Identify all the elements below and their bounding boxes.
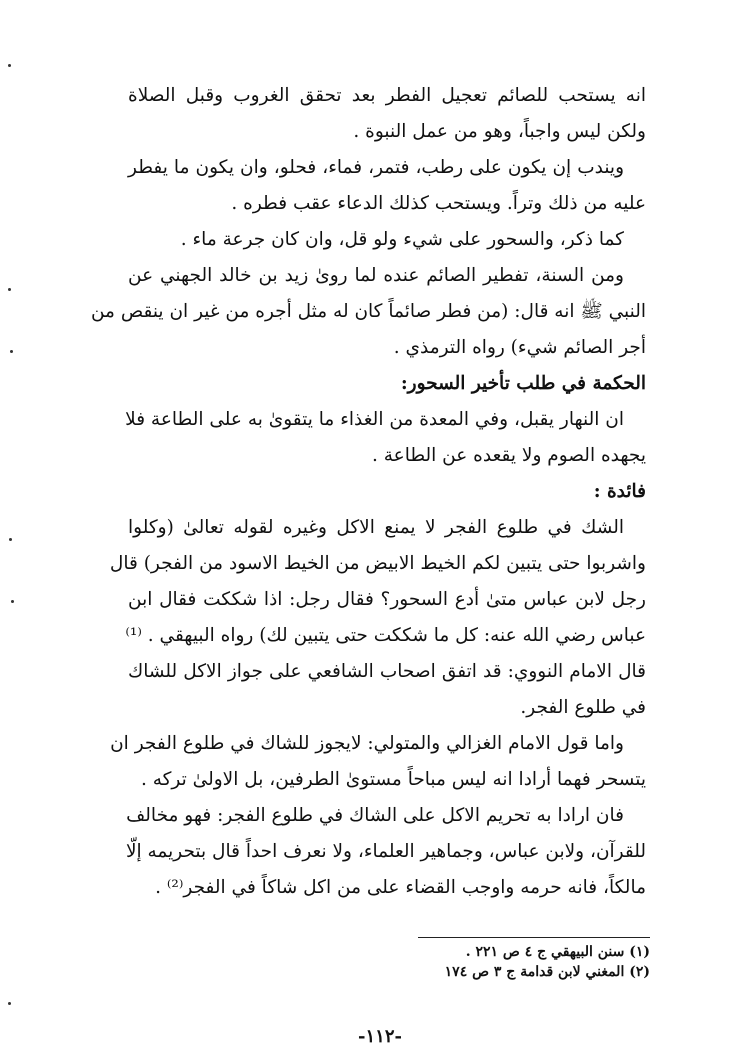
section-heading: فائدة : bbox=[593, 481, 646, 502]
page-number: -١١٢- bbox=[358, 1026, 402, 1047]
text-line: أجر الصائم شيء) رواه الترمذي . bbox=[393, 337, 646, 358]
text-line: في طلوع الفجر. bbox=[520, 697, 646, 718]
text-line: عباس رضي الله عنه: كل ما شككت حتى يتبين لك) رواه البيهقي . ⁽¹⁾ bbox=[125, 625, 646, 646]
footnotes bbox=[300, 942, 650, 982]
text-line: يتسحر فهما أرادا انه ليس مباحاً مستوىٰ الطرفين، بل الاولىٰ تركه . bbox=[140, 769, 646, 790]
scan-speck bbox=[11, 600, 14, 603]
text-line: واشربوا حتى يتبين لكم الخيط الابيض من الخيط الاسود من الفجر) قال bbox=[109, 553, 646, 574]
text-line: فان ارادا به تحريم الاكل على الشاك في طلوع الفجر: فهو مخالف bbox=[126, 805, 624, 826]
text-line: مالكاً، فانه حرمه واوجب القضاء على من اكل شاكاً في الفجر⁽²⁾ . bbox=[155, 877, 646, 898]
text-line: رجل لابن عباس متىٰ أدع السحور؟ فقال رجل: اذا شككت فقال ابن bbox=[128, 589, 646, 610]
text-line: قال الامام النووي: قد اتفق اصحاب الشافعي على جواز الاكل للشاك bbox=[128, 661, 646, 682]
text-line: ويندب إن يكون على رطب، فتمر، فماء، فحلو، وان يكون ما يفطر bbox=[128, 157, 624, 178]
footnote: (١) سنن البيهقي ج ٤ ص ٢٢١ . bbox=[465, 944, 650, 960]
scan-speck bbox=[8, 1002, 11, 1005]
text-line: عليه من ذلك وتراً. ويستحب كذلك الدعاء عقب فطره . bbox=[231, 193, 646, 214]
footnote: (٢) المغني لابن قدامة ج ٣ ص ١٧٤ bbox=[444, 964, 650, 980]
text-line: انه يستحب للصائم تعجيل الفطر بعد تحقق الغروب وقبل الصلاة bbox=[128, 85, 646, 106]
section-heading: الحكمة في طلب تأخير السحور: bbox=[400, 373, 646, 394]
text-line: كما ذكر، والسحور على شيء ولو قل، وان كان جرعة ماء . bbox=[180, 229, 624, 250]
footnote-divider bbox=[418, 937, 650, 938]
text-line: ومن السنة، تفطير الصائم عنده لما روىٰ زيد بن خالد الجهني عن bbox=[128, 265, 624, 286]
text-line: واما قول الامام الغزالي والمتولي: لايجوز للشاك في طلوع الفجر ان bbox=[110, 733, 624, 754]
text-line: الشك في طلوع الفجر لا يمنع الاكل وغيره لقوله تعالىٰ (وكلوا bbox=[128, 517, 624, 538]
text-line: النبي ﷺ انه قال: (من فطر صائماً كان له مثل أجره من غير ان ينقص من bbox=[90, 301, 646, 322]
text-line: للقرآن، ولابن عباس، وجماهير العلماء، ولا نعرف احداً قال بتحريمه إلّا bbox=[125, 841, 646, 862]
body-text bbox=[90, 78, 646, 906]
text-line: ان النهار يقبل، وفي المعدة من الغذاء ما يتقوىٰ به على الطاعة فلا bbox=[125, 409, 624, 430]
scan-speck bbox=[9, 538, 12, 541]
scan-speck bbox=[10, 350, 13, 353]
text-line: ولكن ليس واجباً، وهو من عمل النبوة . bbox=[353, 121, 646, 142]
text-line: يجهده الصوم ولا يقعده عن الطاعة . bbox=[371, 445, 646, 466]
scan-speck bbox=[8, 64, 11, 67]
scan-speck bbox=[8, 288, 11, 291]
